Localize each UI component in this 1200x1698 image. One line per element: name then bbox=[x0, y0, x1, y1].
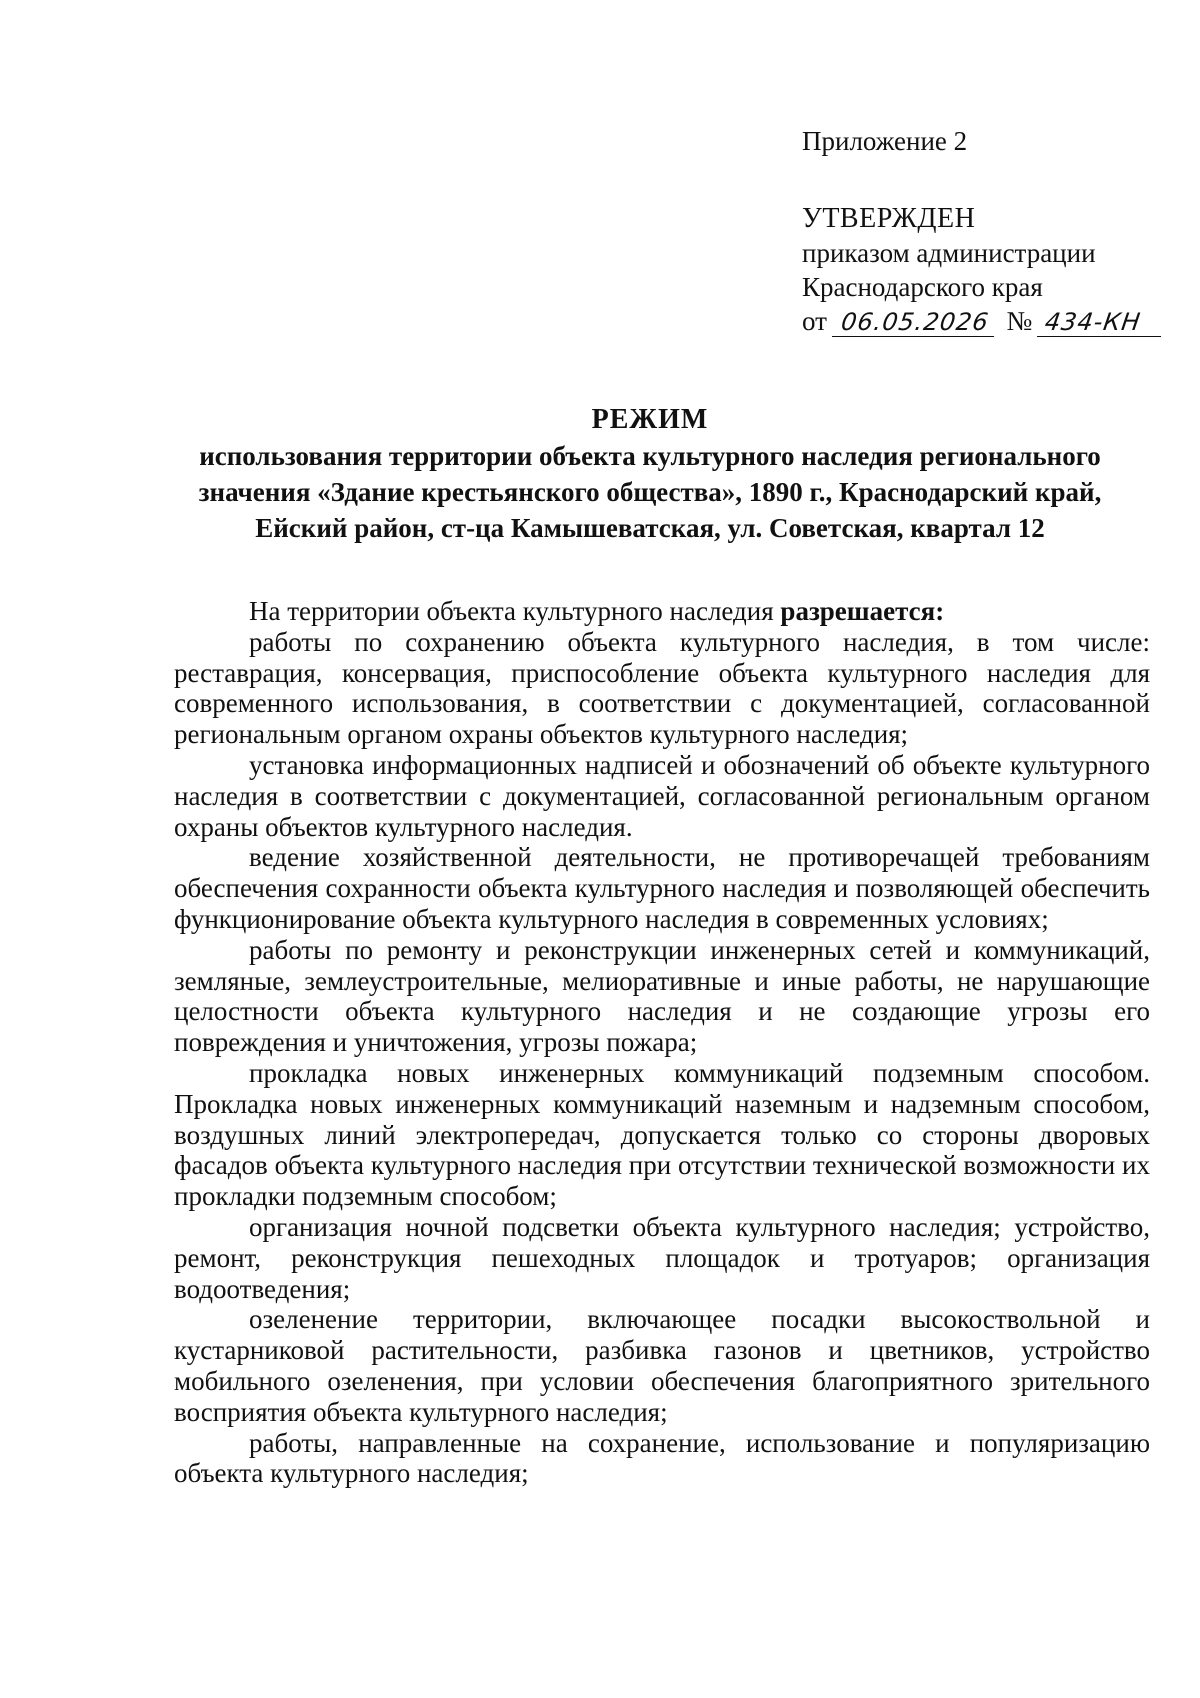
paragraph: работы, направленные на сохранение, использование и популяризацию объекта культурного наследия; bbox=[174, 1427, 1150, 1489]
date-prefix: от bbox=[802, 306, 827, 336]
handwritten-number: 434-КН bbox=[1037, 308, 1165, 337]
paragraph: работы по ремонту и реконструкции инженерных сетей и коммуникаций, земляные, землеустроительные, мелиоративные и иные работы, не нарушающие целостности объекта культурного наследия и не создающие угрозы его повреждения и уничтожения, угрозы пожара; bbox=[174, 934, 1150, 1058]
number-prefix: № bbox=[1006, 306, 1033, 336]
approval-block bbox=[802, 124, 1162, 338]
paragraph: прокладка новых инженерных коммуникаций подземным способом. Прокладка новых инженерных коммуникаций наземным и надземным способом, воздушных линий электропередач, допускается только со стороны дворовых фасадов объекта культурного наследия при отсутствии технической возможности их прокладки подземным способом; bbox=[174, 1057, 1150, 1212]
title-line-1: использования территории объекта культурного наследия регионального bbox=[199, 441, 1101, 471]
approval-line-1: приказом администрации bbox=[802, 238, 1096, 268]
document-title: РЕЖИМ bbox=[591, 404, 709, 435]
paragraph: работы по сохранению объекта культурного наследия, в том числе: реставрация, консервация, приспособление объекта культурного наследия для современного использования, в соответствии с документацией, согласованной региональным органом охраны объектов культурного наследия; bbox=[174, 626, 1150, 750]
paragraph: установка информационных надписей и обозначений об объекте культурного наследия в соответствии с документацией, согласованной региональным органом охраны объектов культурного наследия. bbox=[174, 749, 1150, 842]
lead-bold-text: разрешается: bbox=[780, 596, 945, 626]
document-body bbox=[174, 596, 1150, 1489]
document-title-block bbox=[150, 402, 1150, 546]
lead-paragraph bbox=[174, 596, 1150, 627]
approval-line-2: Краснодарского края bbox=[802, 272, 1043, 302]
paragraph: организация ночной подсветки объекта культурного наследия; устройство, ремонт, реконструкция пешеходных площадок и тротуаров; организация водоотведения; bbox=[174, 1211, 1150, 1304]
title-line-2: значения «Здание крестьянского общества», 1890 г., Краснодарский край, bbox=[198, 477, 1102, 507]
approved-label: УТВЕРЖДЕН bbox=[802, 203, 976, 234]
handwritten-date: 06.05.2026 bbox=[832, 308, 998, 337]
paragraph: озеленение территории, включающее посадки высокоствольной и кустарниковой растительности, разбивка газонов и цветников, устройство мобильного озеленения, при условии обеспечения благоприятного зрительного восприятия объекта культурного наследия; bbox=[174, 1304, 1150, 1427]
title-line-3: Ейский район, ст-ца Камышеватская, ул. Советская, квартал 12 bbox=[255, 513, 1045, 543]
annex-label: Приложение 2 bbox=[802, 126, 968, 156]
date-number-line bbox=[802, 304, 1162, 338]
lead-text: На территории объекта культурного наследия bbox=[249, 596, 781, 626]
paragraph: ведение хозяйственной деятельности, не противоречащей требованиям обеспечения сохранности объекта культурного наследия и позволяющей обеспечить функционирование объекта культурного наследия в современных условиях; bbox=[174, 842, 1150, 934]
